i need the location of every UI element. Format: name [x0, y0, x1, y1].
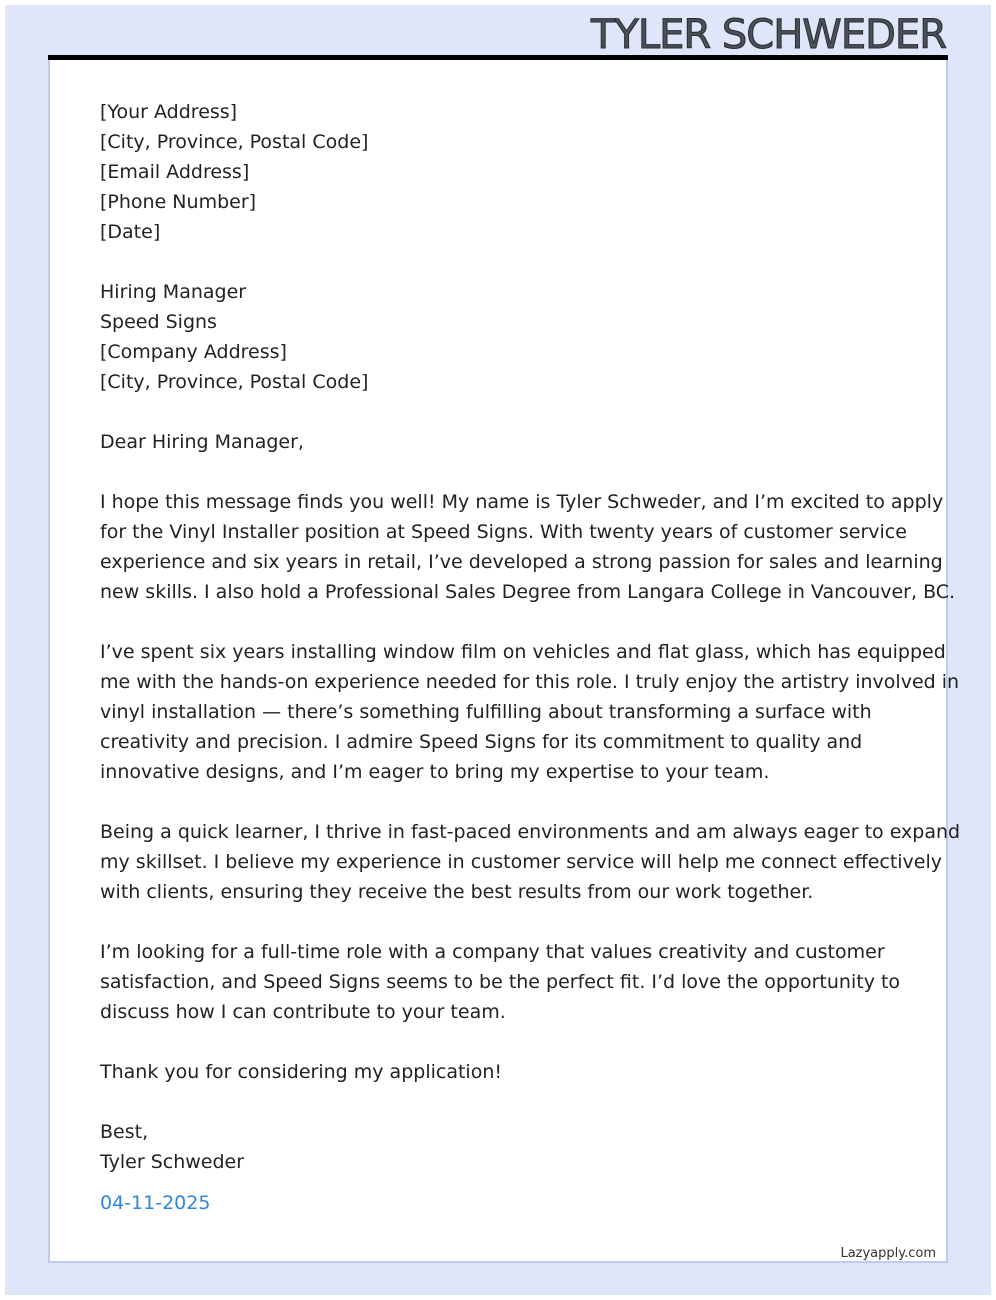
paragraph-line: Being a quick learner, I thrive in fast-paced environments and am always eager to expand — [100, 821, 961, 843]
paragraph-line: I’ve spent six years installing window film on vehicles and flat glass, which has equipped — [100, 641, 946, 663]
spacer — [100, 457, 900, 487]
spacer — [100, 1087, 900, 1117]
signature-name: Tyler Schweder — [100, 1151, 245, 1173]
sender-phone: [Phone Number] — [100, 191, 257, 213]
cover-letter-body — [100, 97, 961, 1177]
paragraph-line: for the Vinyl Installer position at Speed Signs. With twenty years of customer service — [100, 521, 907, 543]
paragraph-line: discuss how I can contribute to your team. — [100, 1001, 506, 1023]
sender-date: [Date] — [100, 221, 161, 243]
paragraph-line: I hope this message finds you well! My name is Tyler Schweder, and I’m excited to apply — [100, 491, 944, 513]
spacer — [100, 397, 900, 427]
spacer — [100, 607, 900, 637]
paragraph-line: satisfaction, and Speed Signs seems to be the perfect fit. I’d love the opportunity to — [100, 971, 901, 993]
recipient-city-province-postal: [City, Province, Postal Code] — [100, 371, 369, 393]
paragraph-line: vinyl installation — there’s something fulfilling about transforming a surface with — [100, 701, 872, 723]
sender-block — [100, 97, 900, 247]
applicant-name-header: TYLER SCHWEDER — [590, 12, 946, 58]
spacer — [100, 787, 900, 817]
spacer — [100, 1027, 900, 1057]
paragraph-experience — [100, 637, 960, 787]
paragraph-thanks — [100, 1057, 900, 1087]
paragraph-line: creativity and precision. I admire Speed Signs for its commitment to quality and — [100, 731, 863, 753]
paragraph-line: me with the hands-on experience needed for this role. I truly enjoy the artistry involved in — [100, 671, 960, 693]
sender-email: [Email Address] — [100, 161, 250, 183]
spacer — [100, 907, 900, 937]
recipient-block — [100, 277, 900, 397]
sender-address: [Your Address] — [100, 101, 238, 123]
paragraph-line: innovative designs, and I’m eager to bring my expertise to your team. — [100, 761, 770, 783]
spacer — [100, 247, 900, 277]
salutation: Dear Hiring Manager, — [100, 431, 304, 453]
paragraph-skills — [100, 817, 961, 907]
recipient-address: [Company Address] — [100, 341, 287, 363]
closing-block — [100, 1117, 900, 1177]
paragraph-line: Thank you for considering my application! — [100, 1061, 502, 1083]
paragraph-line: my skillset. I believe my experience in customer service will help me connect effectively — [100, 851, 943, 873]
paragraph-goal — [100, 937, 900, 1027]
paragraph-line: I’m looking for a full-time role with a company that values creativity and customer — [100, 941, 885, 963]
paragraph-intro — [100, 487, 956, 607]
sign-off: Best, — [100, 1121, 149, 1143]
paragraph-line: with clients, ensuring they receive the best results from our work together. — [100, 881, 814, 903]
recipient-company: Speed Signs — [100, 311, 217, 333]
recipient-title: Hiring Manager — [100, 281, 247, 303]
date-stamp: 04-11-2025 — [100, 1192, 211, 1214]
watermark-label: Lazyapply.com — [840, 1246, 936, 1261]
paragraph-line: new skills. I also hold a Professional Sales Degree from Langara College in Vancouver, BC. — [100, 581, 956, 603]
sender-city-province-postal: [City, Province, Postal Code] — [100, 131, 369, 153]
paragraph-line: experience and six years in retail, I’ve developed a strong passion for sales and learning — [100, 551, 943, 573]
